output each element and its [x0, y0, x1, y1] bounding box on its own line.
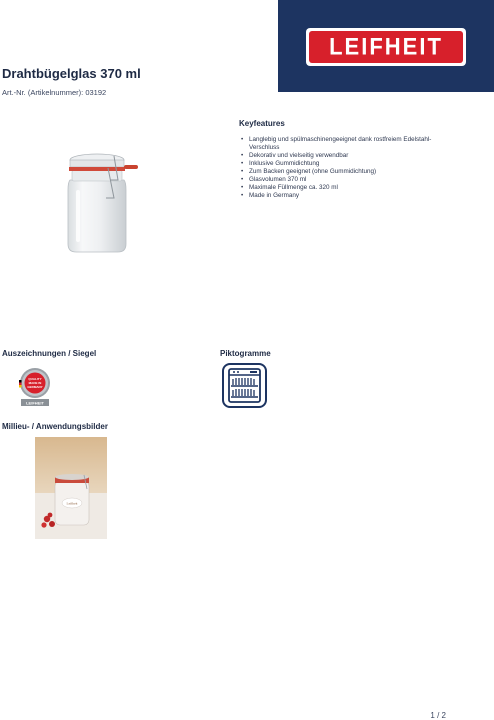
list-item: • Dekorativ und vielseitig verwendbar: [239, 152, 457, 160]
awards-heading: Auszeichnungen / Siegel: [2, 349, 97, 358]
page-number: 1 / 2: [430, 711, 446, 720]
product-title: Drahtbügelglas 370 ml: [2, 66, 141, 81]
dishwasher-icon: [222, 363, 267, 408]
brand-header: [278, 0, 494, 92]
list-item: • Langlebig und spülmaschinengeeignet dank rostfreiem Edelstahl-: [239, 136, 457, 144]
ambient-heading: Millieu- / Anwendungsbilder: [2, 422, 108, 431]
list-item: • Inklusive Gummidichtung: [239, 160, 457, 168]
leifheit-logo: [306, 28, 466, 66]
article-number: Art.-Nr. (Artikelnummer): 03192: [2, 88, 107, 97]
list-item: • Made in Germany: [239, 192, 457, 200]
list-item: • Maximale Füllmenge ca. 320 ml: [239, 184, 457, 192]
keyfeatures-list: [239, 136, 457, 200]
keyfeatures-heading: Keyfeatures: [239, 119, 285, 128]
jar-label: Leifheit: [66, 501, 78, 506]
pictograms-heading: Piktogramme: [220, 349, 271, 358]
seal-line-2: MADE IN: [28, 381, 42, 385]
ambient-image: [35, 437, 107, 539]
product-image: [58, 146, 140, 256]
seal-line-1: QUALITY: [28, 377, 42, 381]
list-item: • Zum Backen geeignet (ohne Gummidichtung): [239, 168, 457, 176]
seal-line-3: GERMANY: [27, 385, 43, 389]
list-item: Verschluss: [249, 144, 280, 151]
quality-seal-icon: [18, 367, 52, 407]
list-item: • Glasvolumen 370 ml: [239, 176, 457, 184]
logo-text: LEIFHEIT: [329, 32, 443, 61]
seal-brand: LEIFHEIT: [26, 400, 44, 406]
